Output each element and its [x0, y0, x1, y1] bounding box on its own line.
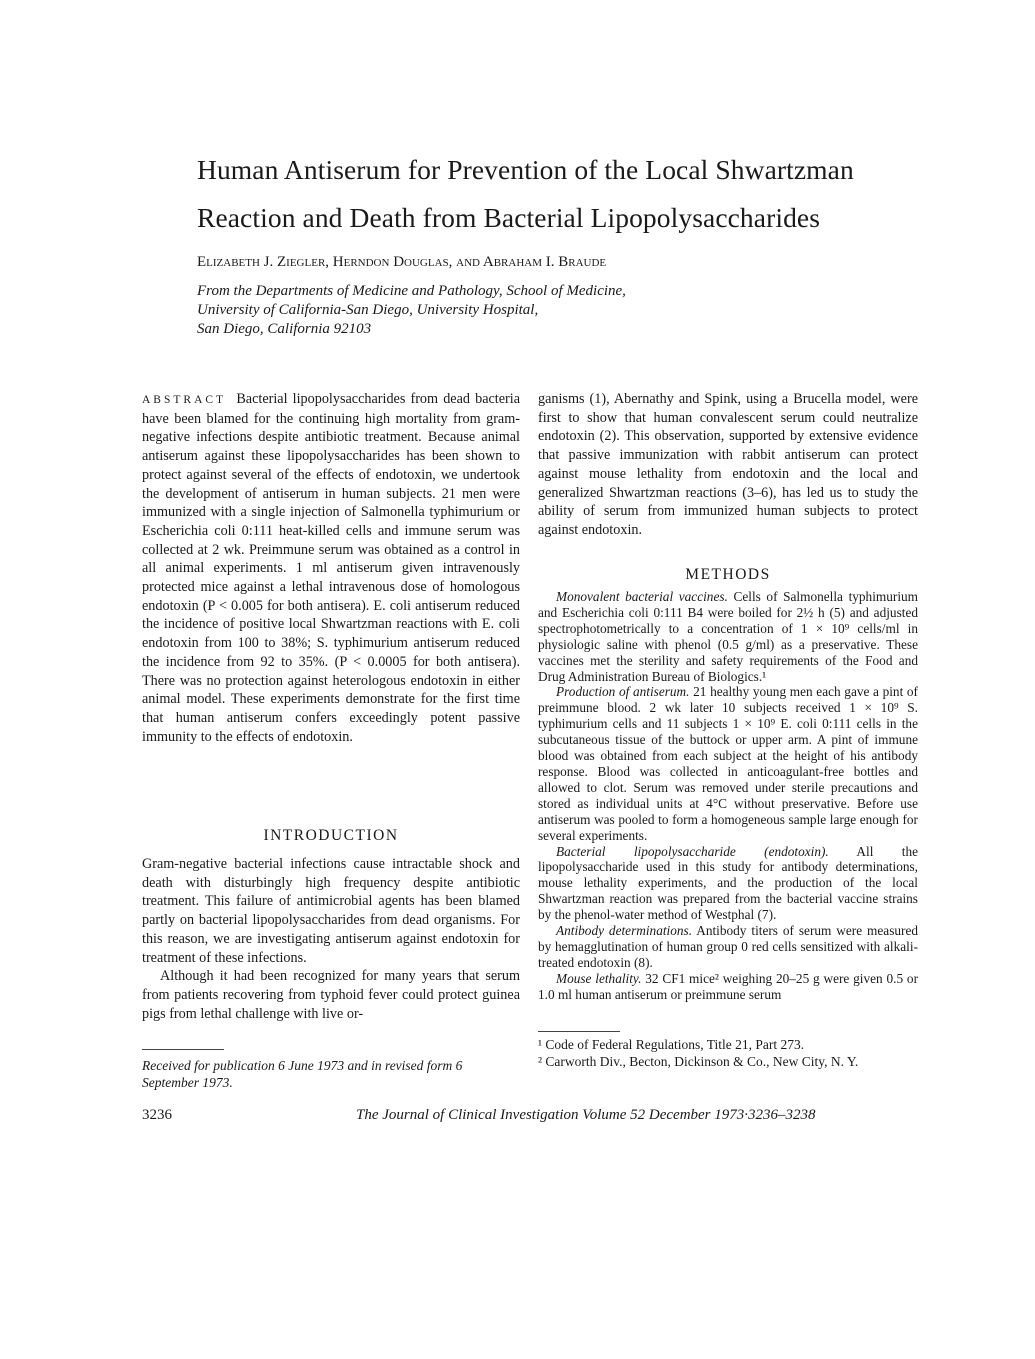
right-footnote-rule — [538, 1031, 620, 1032]
affiliation — [197, 282, 626, 339]
methods-paragraph-2 — [538, 684, 918, 843]
abstract-label: ABSTRACT — [142, 394, 227, 406]
affiliation-line-3: San Diego, California 92103 — [197, 321, 372, 337]
intro-paragraph-1: Gram-negative bacterial infections cause intractable shock and death with disturbingly high frequency despite antibiotic treatment. This failure of antimicrobial agents has been blamed partly on bacterial lipopolysaccharides from dead organisms. For this reason, we are investigating antiserum against endotoxin for treatment of these infections. — [142, 856, 520, 966]
affiliation-line-1: From the Departments of Medicine and Pathology, School of Medicine, — [197, 283, 626, 299]
title-line-2: Reaction and Death from Bacterial Lipopolysaccharides — [197, 202, 821, 233]
methods-heading: METHODS — [685, 566, 771, 583]
right-column-intro — [538, 390, 918, 540]
methods-paragraph-4 — [538, 923, 918, 971]
intro-continued: ganisms (1), Abernathy and Spink, using a Brucella model, were first to show that human convalescent serum could neutralize endotoxin (2). This observation, supported by extensive evidence that passive immunization with rabbit antiserum can protect against mouse lethality from endotoxin and the local and generalized Shwartzman reactions (3–6), has led us to study the ability of serum from immunized human subjects to protect against endotoxin. — [538, 391, 918, 538]
journal-citation: The Journal of Clinical Investigation Volume 52 December 1973·3236–3238 — [356, 1107, 816, 1123]
introduction-heading: INTRODUCTION — [263, 827, 399, 844]
title-line-1: Human Antiserum for Prevention of the Local Shwartzman — [197, 154, 854, 185]
methods-section — [538, 589, 918, 1003]
methods-p4-text: Antibody titers of serum were measured by hemagglutination of human group 0 red cells sensitized with alkali-treated endotoxin (8). — [538, 923, 918, 970]
received-note: Received for publication 6 June 1973 and in revised form 6 September 1973. — [142, 1058, 463, 1090]
methods-p3-text: All the lipopolysaccharide used in this study for antibody determinations, mouse lethality experiments, and the production of the local Shwartzman reaction was prepared from the bacterial vaccine strains by the phenol-water method of Westphal (7). — [538, 843, 919, 923]
methods-p1-text: Cells of Salmonella typhimurium and Escherichia coli 0:111 B4 were boiled for 2½ h (5) and adjusted spectrophotometrically to a concentration of 1 × 10⁹ cells/ml in physiologic saline with phenol (0.5 g/ml) as a preservative. These vaccines met the sterility and safety requirements of the Food and Drug Administration Bureau of Biologics.¹ — [538, 589, 919, 684]
methods-p4-title: Antibody determinations. — [556, 923, 693, 939]
affiliation-line-2: University of California-San Diego, University Hospital, — [197, 302, 539, 318]
page-number: 3236 — [142, 1107, 172, 1123]
footnotes — [538, 1037, 918, 1070]
footnote-1: ¹ Code of Federal Regulations, Title 21, Part 273. — [538, 1037, 805, 1052]
article-title — [197, 146, 897, 242]
methods-paragraph-5 — [538, 971, 918, 1003]
abstract-section — [142, 390, 520, 746]
methods-paragraph-1 — [538, 589, 918, 684]
methods-p2-title: Production of antiserum. — [556, 684, 690, 700]
methods-p3-title: Bacterial lipopolysaccharide (endotoxin). — [556, 843, 829, 859]
footnote-2: ² Carworth Div., Becton, Dickinson & Co., New City, N. Y. — [538, 1053, 859, 1069]
methods-p5-title: Mouse lethality. — [556, 970, 642, 986]
introduction-section — [142, 855, 520, 1023]
methods-p1-title: Monovalent bacterial vaccines. — [556, 589, 728, 604]
left-footnote-rule — [142, 1049, 224, 1050]
abstract-text: Bacterial lipopolysaccharides from dead bacteria have been blamed for the continuing high mortality from gram-negative infections despite antibiotic treatment. Because animal antiserum against these lipopolysaccharides has been shown to protect against several of the effects of endotoxin, we undertook the development of antiserum in human subjects. 21 men were immunized with a single injection of Salmonella typhimurium or Escherichia coli 0:111 heat-killed cells and immune serum was collected at 2 wk. Preimmune serum was obtained as a control in all animal experiments. 1 ml antiserum given intravenously protected mice against a lethal intravenous dose of homologous endotoxin (P < 0.005 for both antisera). E. coli antiserum reduced the incidence of positive local Shwartzman reactions with E. coli endotoxin from 100 to 38%; S. typhimurium antiserum reduced the incidence from 92 to 35%. (P < 0.0005 for both antisera). There was no protection against heterologous endotoxin in either animal model. These experiments demonstrate for the first time that human antiserum confers exceedingly potent passive immunity to the effects of endotoxin. — [142, 391, 520, 745]
methods-p2-text: 21 healthy young men each gave a pint of preimmune blood. 2 wk later 10 subjects received 1 × 10⁹ S. typhimurium cells and 11 subjects 1 × 10⁹ E. coli 0:111 cells in the subcutaneous tissue of the buttock or upper arm. A pint of immune blood was obtained from each subject at the height of his antibody response. Blood was collected in anticoagulant-free bottles and allowed to clot. Serum was removed under sterile precautions and stored as individual units at 4°C without preservative. Before use antiserum was pooled to form a homogeneous sample large enough for several experiments. — [538, 684, 918, 843]
intro-paragraph-2: Although it had been recognized for many years that serum from patients recovering from typhoid fever could protect guinea pigs from lethal challenge with live or- — [142, 968, 520, 1022]
methods-p5-text: 32 CF1 mice² weighing 20–25 g were given 0.5 or 1.0 ml human antiserum or preimmune serum — [538, 970, 918, 1002]
author-list — [197, 254, 606, 271]
authors-text: Elizabeth J. Ziegler, Herndon Douglas, and Abraham I. Braude — [197, 254, 607, 270]
methods-paragraph-3 — [538, 844, 918, 924]
